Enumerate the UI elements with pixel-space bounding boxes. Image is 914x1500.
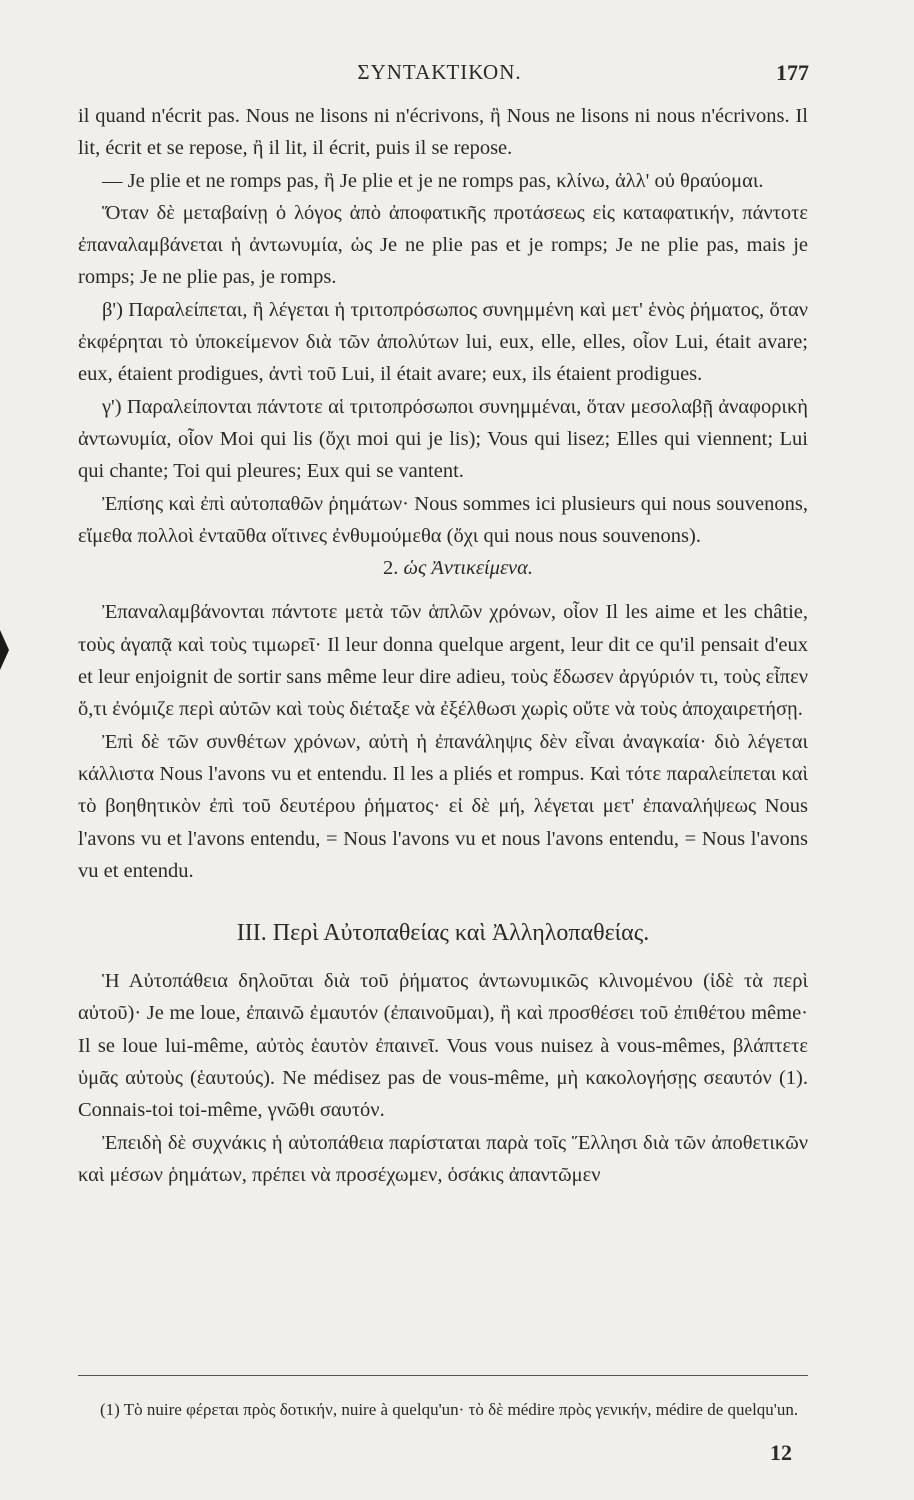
paragraph: Ἐπίσης καὶ ἐπὶ αὐτοπαθῶν ῥημάτων· Nous sommes ici plusieurs qui nous souvenons, εἴμεθα πολλοὶ ἐνταῦθα οἵτινες ἐνθυμούμεθα (ὄχι qui nous nous souvenons). (78, 492, 808, 547)
paragraph: il quand n'écrit pas. Nous ne lisons ni n'écrivons, ἢ Nous ne lisons ni nous n'écrivons. Il lit, écrit et se repose, ἢ il lit, il écrit, puis il se repose. (78, 105, 808, 160)
section-number: 2. (382, 557, 399, 580)
paragraph: Ἐπὶ δὲ τῶν συνθέτων χρόνων, αὐτὴ ἡ ἐπανάληψις δὲν εἶναι ἀναγκαία· διὸ λέγεται κάλλιστα Nous l'avons vu et entendu. Il les a pliés et rompus. Καὶ τότε παραλείπεται καὶ τὸ βοηθητικὸν ἐπὶ τοῦ δευτέρου ῥήματος· εἰ δὲ μή, λέγεται μετ' ἐπαναλήψεως Nous l'avons vu et l'avons entendu, = Nous l'avons vu et nous l'avons entendu, = Nous l'avons vu et entendu. (78, 730, 808, 882)
paragraph: — Je plie et ne romps pas, ἢ Je plie et je ne romps pas, κλίνω, ἀλλ' οὐ θραύομαι. (102, 169, 764, 192)
main-text (78, 100, 808, 1191)
page-number: 177 (776, 60, 809, 85)
footnote-text: (1) Τὸ nuire φέρεται πρὸς δοτικήν, nuire à quelqu'un· τὸ δὲ médire πρὸς γενικήν, médire de quelqu'un. (100, 1400, 799, 1419)
running-title: ΣΥΝΤΑΚΤΙΚΟΝ. (357, 60, 522, 84)
margin-mark (0, 630, 9, 670)
footnote (100, 1400, 808, 1420)
paragraph: Ὅταν δὲ μεταβαίνῃ ὁ λόγος ἀπὸ ἀποφατικῆς προτάσεως εἰς καταφατικήν, πάντοτε ἐπαναλαμβάνεται ἡ ἀντωνυμία, ὡς Je ne plie pas et je romps; Je ne plie pas, mais je romps; Je ne plie pas, je romps. (78, 201, 808, 289)
signature-mark: 12 (770, 1440, 792, 1465)
paragraph: Ἐπαναλαμβάνονται πάντοτε μετὰ τῶν ἁπλῶν χρόνων, οἷον Il les aime et les châtie, τοὺς ἀγαπᾷ καὶ τοὺς τιμωρεῖ· Il leur donna quelque argent, leur dit ce qu'il pensait d'eux et leur enjoignit de sortir sans même leur dire adieu, τοὺς ἔδωσεν ἀργύριόν τι, τοὺς εἶπεν ὅ,τι ἐνόμιζε περὶ αὐτῶν καὶ τοὺς διέταξε νὰ ἐξέλθωσι χωρὶς οὔτε νὰ τοὺς ἀποχαιρετήσῃ. (78, 601, 808, 721)
page-header (70, 60, 809, 90)
chapter-heading: III. Περὶ Αὐτοπαθείας καὶ Ἀλληλοπαθείας. (236, 920, 650, 947)
footnote-divider (78, 1375, 808, 1376)
paragraph: γ') Παραλείπονται πάντοτε αἱ τριτοπρόσωποι συνημμέναι, ὅταν μεσολαβῇ ἀναφορικὴ ἀντωνυμία, οἷον Moi qui lis (ὄχι moi qui je lis); Vous qui lisez; Elles qui viennent; Lui qui chante; Toi qui pleures; Eux qui se vantent. (78, 395, 808, 483)
section-title: ὡς Ἀντικείμενα. (403, 557, 534, 580)
paragraph: Ἐπειδὴ δὲ συχνάκις ἡ αὐτοπάθεια παρίσταται παρὰ τοῖς Ἕλλησι διὰ τῶν ἀποθετικῶν καὶ μέσων ῥημάτων, πρέπει νὰ προσέχωμεν, ὁσάκις ἀπαντῶμεν (78, 1131, 808, 1186)
section-heading (78, 552, 808, 584)
paragraph: Ἡ Αὐτοπάθεια δηλοῦται διὰ τοῦ ῥήματος ἀντωνυμικῶς κλινομένου (ἰδὲ τὰ περὶ αὐτοῦ)· Je me loue, ἐπαινῶ ἐμαυτόν (ἐπαινοῦμαι), ἢ καὶ προσθέσει τοῦ ἐπιθέτου même· Il se loue lui-même, αὐτὸς ἑαυτὸν ἐπαινεῖ. Vous vous nuisez à vous-mêmes, βλάπτετε ὑμᾶς αὐτοὺς (ἑαυτούς). Ne médisez pas de vous-même, μὴ κακολογήσῃς σεαυτόν (1). Connais-toi toi-même, γνῶθι σαυτόν. (78, 970, 808, 1122)
paragraph: β') Παραλείπεται, ἢ λέγεται ἡ τριτοπρόσωπος συνημμένη καὶ μετ' ἑνὸς ῥήματος, ὅταν ἐκφέρηται τὸ ὑποκείμενον διὰ τῶν ἀπολύτων lui, eux, elle, elles, οἷον Lui, était avare; eux, étaient prodigues, ἀντὶ τοῦ Lui, il était avare; eux, ils étaient prodigues. (78, 298, 808, 386)
